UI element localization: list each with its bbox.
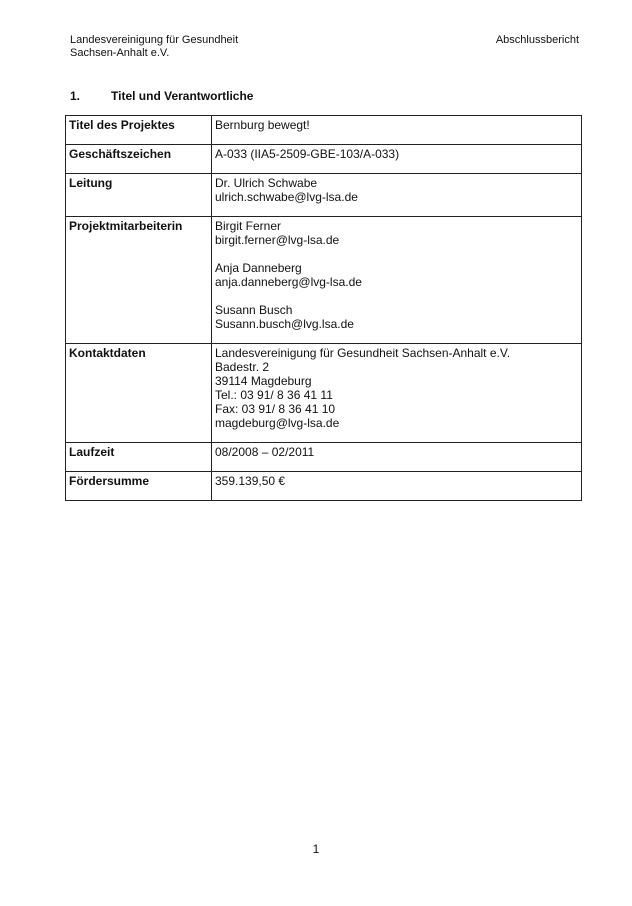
table-row <box>66 472 582 501</box>
table-row <box>66 443 582 472</box>
value-line: Susann Busch <box>215 303 293 317</box>
value-line: magdeburg@lvg-lsa.de <box>215 416 340 430</box>
row-label: Leitung <box>66 174 212 217</box>
value-line: Badestr. 2 <box>215 360 270 374</box>
row-label: Kontaktdaten <box>66 344 212 443</box>
value-line: anja.danneberg@lvg-lsa.de <box>215 275 362 289</box>
row-value <box>212 217 582 344</box>
header-org-line2: Sachsen-Anhalt e.V. <box>70 47 170 59</box>
table-row <box>66 145 582 174</box>
blank-line <box>215 247 578 261</box>
row-label: Laufzeit <box>66 443 212 472</box>
row-value <box>212 472 582 501</box>
header-organization <box>70 34 238 60</box>
row-label: Projektmitarbeiterin <box>66 217 212 344</box>
value-line: Susann.busch@lvg.lsa.de <box>215 317 354 331</box>
row-label: Geschäftszeichen <box>66 145 212 174</box>
value-line: Landesvereinigung für Gesundheit Sachsen-Anhalt e.V. <box>215 346 511 360</box>
row-value <box>212 344 582 443</box>
table-row <box>66 174 582 217</box>
value-line: A-033 (IIA5-2509-GBE-103/A-033) <box>215 147 400 161</box>
value-line: birgit.ferner@lvg-lsa.de <box>215 233 340 247</box>
section-number: 1. <box>70 89 81 103</box>
value-line: Bernburg bewegt! <box>215 118 310 132</box>
section-heading <box>70 89 253 103</box>
row-label: Fördersumme <box>66 472 212 501</box>
row-label: Titel des Projektes <box>66 116 212 145</box>
row-value <box>212 174 582 217</box>
page-number: 1 <box>312 842 320 856</box>
value-line: Fax: 03 91/ 8 36 41 10 <box>215 402 336 416</box>
value-line: 359.139,50 € <box>215 474 286 488</box>
row-value <box>212 443 582 472</box>
value-line: ulrich.schwabe@lvg-lsa.de <box>215 190 358 204</box>
value-line: Birgit Ferner <box>215 219 282 233</box>
value-line: Tel.: 03 91/ 8 36 41 11 <box>215 388 333 402</box>
row-value <box>212 116 582 145</box>
header-report-type: Abschlussbericht <box>495 34 579 46</box>
value-line: Dr. Ulrich Schwabe <box>215 176 318 190</box>
value-line: Anja Danneberg <box>215 261 302 275</box>
blank-line <box>215 289 578 303</box>
table-row <box>66 344 582 443</box>
value-line: 08/2008 – 02/2011 <box>215 445 315 459</box>
row-value <box>212 145 582 174</box>
section-title: Titel und Verantwortliche <box>111 89 254 103</box>
table-row <box>66 116 582 145</box>
table-row <box>66 217 582 344</box>
value-line: 39114 Magdeburg <box>215 374 312 388</box>
header-org-line1: Landesvereinigung für Gesundheit <box>70 34 239 46</box>
project-info-table <box>65 115 582 501</box>
